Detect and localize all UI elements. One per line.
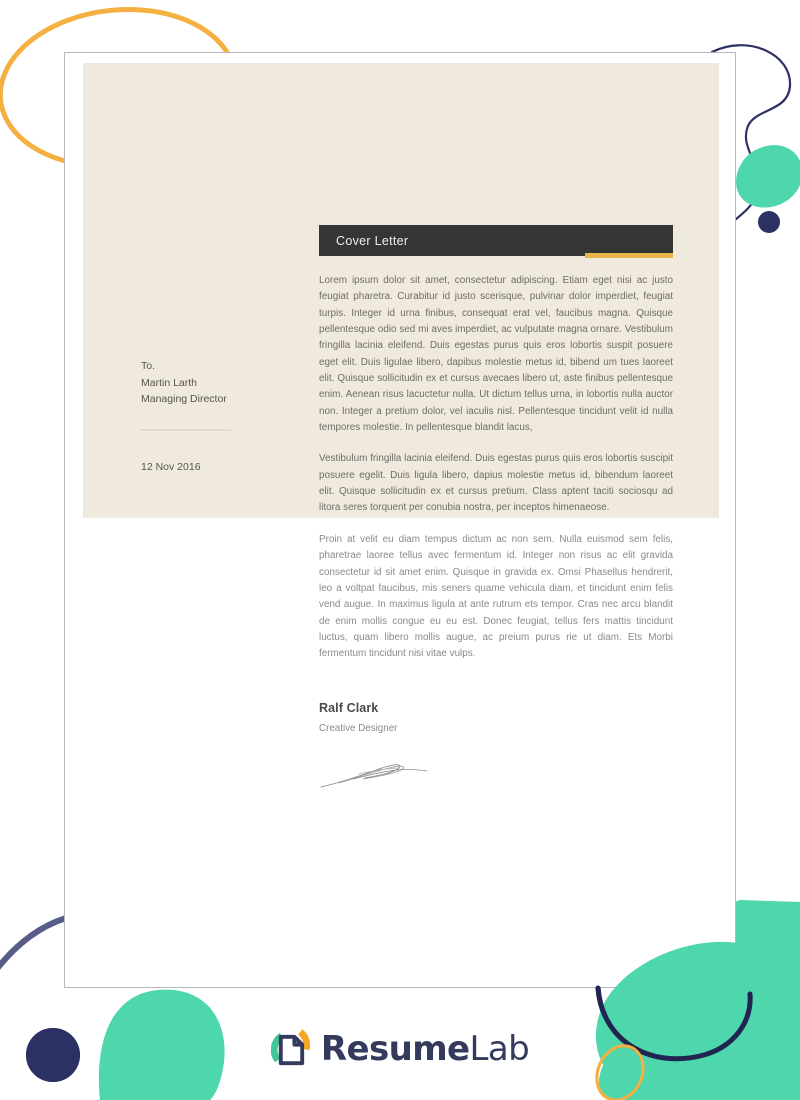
navy-dot-top-right (758, 211, 780, 233)
brand-name (321, 1029, 529, 1069)
gold-accent-bar (585, 253, 673, 258)
recipient-name: Martin Larth (141, 376, 198, 389)
cover-letter-header-bar (319, 225, 673, 256)
resumelab-logo-icon (271, 1028, 310, 1070)
signature-block (319, 701, 673, 796)
body-paragraph: Lorem ipsum dolor sit amet, consectetur adipiscing. Etiam eget nisi ac justo feugiat pharetra. Curabitur id justo scerisque, pulvinar dolor imperdiet, feugiat turpis. Integer id urna finibus, consequat erat vel, faucibus magna. Quisque pellentesque odio sed mi aves imperdiet, ac vulputate magna ornare. Vestibulum fringilla lacinia eleifend. Duis egestas purus quis eros lobortis suspit posuere eget elit. Duis ligulae libero, dapibus molestie metus id, bibend um tues laoreet elit. Quisque sollicitudin ex et cursus avecaes libero ut, aste finibus pellentesque enim. Aenean risus lacuctetur nulla. Ut dictum tellus urna, in lobortis nulla auctor non. Integer a pretium dolor, vel iaculis nisl. Pellentesque tincidunt velit id nulla tempores molestie. In pellentesque blandit lacus, (319, 275, 673, 434)
body-paragraph: Vestibulum fringilla lacinia eleifend. Duis egestas purus quis eros lobortis suscipit posuere egelit. Duis ligula libero, dapius molestie metus id, bibendum laoreet elit. Quisque sollicitudin ex et cursus pretium. Class aptent taciti sociosqu ad litora seres torquent per conubia nostra, per inceptos himenaeose. (319, 453, 673, 514)
signer-name: Ralf Clark (319, 701, 379, 715)
brand-name-light: Lab (469, 1029, 530, 1069)
meta-divider (141, 429, 231, 431)
letter-body (319, 273, 673, 678)
green-blob-top-right (736, 145, 800, 207)
navy-arc-bottom-left (0, 918, 66, 1010)
letter-date: 12 Nov 2016 (141, 460, 201, 473)
document-page (64, 52, 736, 988)
handwritten-signature-icon (319, 757, 429, 791)
recipient-to-label: To. (141, 360, 156, 372)
brand-footer (0, 1028, 800, 1070)
recipient-block (141, 358, 291, 475)
brand-name-bold: Resume (320, 1029, 470, 1069)
page-inner (65, 53, 735, 987)
signer-role: Creative Designer (319, 723, 398, 734)
body-paragraph: Proin at velit eu diam tempus dictum ac non sem. Nulla euismod sem felis, pharetrae laoree tellus avec fermentum id. Integer non risus ac elit gravida consectetur id sit amet enim. Quisque in gravida ex. Omsi Phasellus hendrerit, leo a voltpat faucibus, mis seners quame vehicula diam, et tincidunt enim felis vend augue. In maximus ligula at ante rutrum ets tempor. Cras nec arcu blandit de enim mollis congue eu eu est. Donec feugiat, tellus fers mattis tincidunt luctus, quam libero mollis augue, ac preium purus rie ut diam. Ets Morbi fermentum tincidunt nisi vitae vulps. (319, 533, 673, 660)
recipient-title: Managing Director (141, 393, 227, 405)
page-title: Cover Letter (336, 233, 409, 248)
